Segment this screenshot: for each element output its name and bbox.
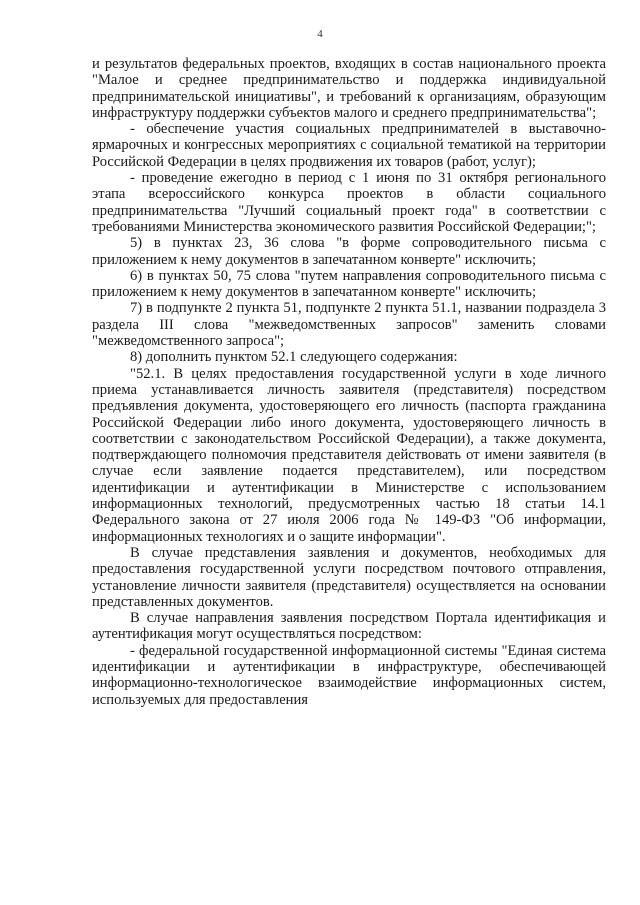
paragraph-regional-contest: - проведение ежегодно в период с 1 июня по 31 октября регионального этапа всероссийского конкурса проектов в области социального предпринимательства "Лучший социальный проект года" в соответствии с требованиями Министерства экономического развития Российской Федерации;"; xyxy=(92,170,606,235)
paragraph-postal-submission: В случае представления заявления и документов, необходимых для предоставления государственной услуги посредством почтового отправления, установление личности заявителя (представителя) осуществляется на основании представленных документов. xyxy=(92,544,606,610)
paragraph-item-7: 7) в подпункте 2 пункта 51, подпункте 2 пункта 51.1, названии подраздела 3 раздела III слова "межведомственных запросов" заменить словами "межведомственного запроса"; xyxy=(92,300,606,350)
paragraph-clause-52-1: "52.1. В целях предоставления государственной услуги в ходе личного приема устанавливается личность заявителя (представителя) посредством предъявления документа, удостоверяющего его личность (паспорта гражданина Российской Федерации либо иного документа, удостоверяющего личность в соответствии с законодательством Российской Федерации), а также документа, подтверждающего полномочия представителя действовать от имени заявителя (в случае если заявление подается представителем), или посредством идентификации и аутентификации в Министерстве с использованием информационных технологий, предусмотренных частью 18 статьи 14.1 Федерального закона от 27 июля 2006 года № 149-ФЗ "Об информации, информационных технологиях и о защите информации". xyxy=(92,365,606,545)
paragraph-item-5: 5) в пунктах 23, 36 слова "в форме сопроводительного письма с приложением к нему документов в запечатанном конверте" исключить; xyxy=(92,235,606,268)
paragraph-esia: - федеральной государственной информационной системы "Единая система идентификации и аутентификации в инфраструктуре, обеспечивающей информационно-технологическое взаимодействие информационных систем, используемых для предоставления xyxy=(92,642,606,708)
paragraph-item-8: 8) дополнить пунктом 52.1 следующего содержания: xyxy=(130,349,458,366)
document-body xyxy=(92,56,606,708)
paragraph-portal-submission: В случае направления заявления посредством Портала идентификация и аутентификация могут осуществляться посредством: xyxy=(92,610,606,643)
paragraph-item-6: 6) в пунктах 50, 75 слова "путем направления сопроводительного письма с приложением к нему документов в запечатанном конверте" исключить; xyxy=(92,267,606,301)
paragraph-continuation: и результатов федеральных проектов, входящих в состав национального проекта "Малое и среднее предпринимательство и поддержка индивидуальной предпринимательской инициативы", и требований к организациям, образующим инфраструктуру поддержки субъектов малого и среднего предпринимательства"; xyxy=(92,56,606,121)
page-number: 4 xyxy=(317,28,323,40)
paragraph-social-entrepreneurs-fairs: - обеспечение участия социальных предпринимателей в выставочно-ярмарочных и конгрессных мероприятиях с социальной тематикой на территории Российской Федерации в целях продвижения их товаров (работ, услуг); xyxy=(92,121,606,170)
